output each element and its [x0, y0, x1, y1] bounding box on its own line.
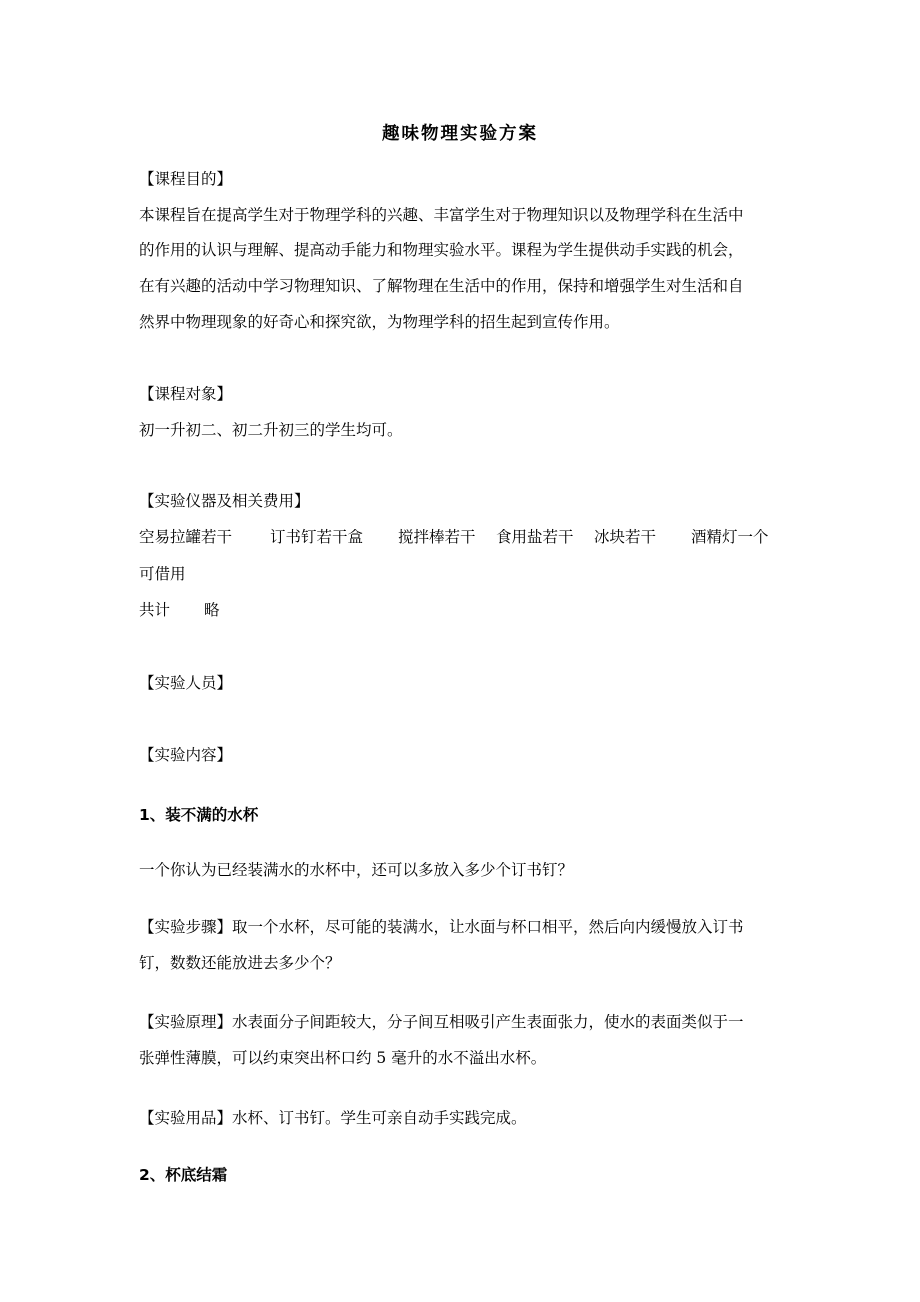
equipment-item: 食用盐若干	[496, 528, 574, 546]
section-heading-course-audience: 【课程对象】	[139, 385, 233, 403]
equipment-item: 酒精灯一个	[691, 528, 769, 546]
section-heading-experiment-content: 【实验内容】	[139, 746, 233, 764]
equipment-item: 冰块若干	[594, 528, 657, 546]
paragraph-line: 的作用的认识与理解、提高动手能力和物理实验水平。课程为学生提供动手实践的机会，	[139, 241, 744, 259]
experiment-title: 1、装不满的水杯	[139, 806, 259, 824]
document-title: 趣味物理实验方案	[382, 124, 538, 144]
paragraph-line: 初一升初二、初二升初三的学生均可。	[139, 421, 403, 439]
section-heading-equipment-cost: 【实验仪器及相关费用】	[139, 492, 310, 510]
experiment-title: 2、杯底结霜	[139, 1166, 228, 1184]
equipment-item: 订书钉若干盒	[270, 528, 364, 546]
experiment-materials: 【实验用品】水杯、订书钉。学生可亲自动手实践完成。	[139, 1109, 527, 1127]
equipment-item: 空易拉罐若干	[139, 528, 233, 546]
paragraph-line: 本课程旨在提高学生对于物理学科的兴趣、丰富学生对于物理知识以及物理学科在生活中	[139, 206, 744, 224]
experiment-question: 一个你认为已经装满水的水杯中，还可以多放入多少个订书钉？	[139, 861, 574, 879]
paragraph-line: 然界中物理现象的好奇心和探究欲，为物理学科的招生起到宣传作用。	[139, 313, 620, 331]
equipment-list	[139, 530, 789, 550]
total-cost-label: 共计	[139, 601, 171, 619]
experiment-principle-line: 张弹性薄膜，可以约束突出杯口约 5 毫升的水不溢出水杯。	[139, 1049, 547, 1067]
experiment-steps-line: 钉，数数还能放进去多少个？	[139, 954, 341, 972]
paragraph-line: 在有兴趣的活动中学习物理知识、了解物理在生活中的作用，保持和增强学生对生活和自	[139, 277, 744, 295]
section-heading-staff: 【实验人员】	[139, 674, 233, 692]
total-cost-value: 略	[204, 601, 220, 619]
experiment-steps-line: 【实验步骤】取一个水杯，尽可能的装满水，让水面与杯口相平，然后向内缓慢放入订书	[139, 918, 744, 936]
section-heading-course-purpose: 【课程目的】	[139, 170, 233, 188]
experiment-principle-line: 【实验原理】水表面分子间距较大，分子间互相吸引产生表面张力，使水的表面类似于一	[139, 1013, 744, 1031]
equipment-continuation: 可借用	[139, 565, 186, 583]
equipment-item: 搅拌棒若干	[398, 528, 476, 546]
